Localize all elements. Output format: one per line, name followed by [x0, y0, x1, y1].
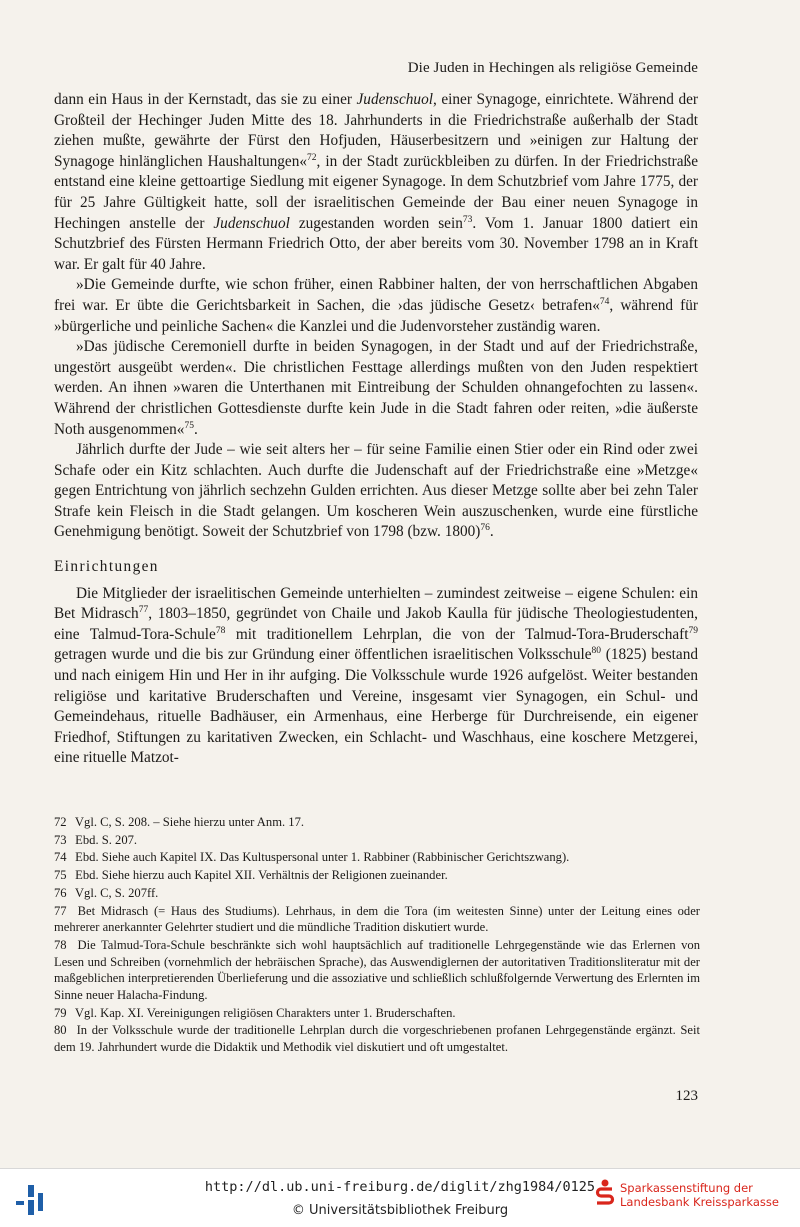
footnote [54, 867, 700, 884]
text-run: . Vom 1. Januar 1800 datiert ein Schutzbrief des Fürsten Hermann Friedrich Otto, der aber bereits vom 30. November 1798 an in Kraft war. Er galt für 40 Jahre. [54, 214, 699, 273]
footnote-ref: 73 [462, 214, 473, 225]
footnote-text: Ebd. Siehe auch Kapitel IX. Das Kultuspersonal unter 1. Rabbiner (Rabbinischer Gerichtszwang). [75, 850, 570, 865]
footnote-text: Vgl. Kap. XI. Vereinigungen religiösen Charakters unter 1. Bruderschaften. [74, 1005, 456, 1020]
footnote-ref: 75 [184, 420, 194, 431]
viewer-footer [0, 1168, 800, 1227]
text-run: zugestanden worden sein [289, 214, 463, 232]
footnote-text: Bet Midrasch (= Haus des Studiums). Lehrhaus, in dem die Tora (im weitesten Sinne) unter der Leitung eines oder mehrerer anerkannter Gelehrter studiert und die mündliche Tradition diskutiert wurde. [54, 903, 701, 935]
text-run: Jährlich durfte der Jude – wie seit alters her – für seine Familie einen Stier oder ein Rind oder zwei Schafe oder ein Kitz schlachten. Auch durfte die Judenschaft auf der Friedrichstraße eine »Metzge« gegen Entrichtung von jährlich sechzehn Gulden errichten. Aus dieser Metzge sollte aber bei zehn Taler Strafe kein Fleisch in die Stadt gelangen. Um koscheren Wein auszuschenken, wurde eine fürstliche Genehmigung benötigt. Soweit der Schutzbrief von 1798 (bzw. 1800) [54, 441, 698, 541]
text-run: , einer Synagoge, einrichtete. Während der Großteil der Hechinger Juden Mitte des 18. Jahrhunderts in die Friedrichstraße außerhalb der Stadt ziehen mußte, gewährte der Fürst den Hofjuden, Häuserbesitzern und »einigen zur Haltung der Synagoge hinlänglichen Haushaltungen« [54, 91, 698, 170]
footnote-number: 73 [54, 832, 67, 847]
footnote-ref: 78 [215, 625, 226, 636]
italic-term: Judenschuol [356, 91, 433, 108]
text-run: . [193, 420, 198, 438]
footnote [54, 903, 700, 936]
footer-copyright: © Universitätsbibliothek Freiburg [291, 1203, 509, 1218]
italic-term: Judenschuol [213, 214, 290, 232]
text-run: , während für »bürgerliche und peinliche Sachen« die Kanzlei und die Judenvorsteher zuständig waren. [54, 296, 698, 335]
footnote-number: 72 [54, 815, 67, 829]
text-run: , 1803–1850, gegründet von Chaile und Jakob Kaulla für jüdische Theologiestudenten, eine Talmud-Tora-Schule [54, 605, 698, 643]
footnote-text: Die Talmud-Tora-Schule beschränkte sich wohl hauptsächlich auf traditionelle Lehrgegenstände wie das Erlernen von Lesen und Schreiben (vornehmlich der hebräischen Sprache), das Auswendiglernen der autoritativen Traditionsliteratur mit der maßgeblichen interpretierenden Überlieferung und die assoziative und schließlich schlußfolgernde Verwertung des Erlernten im Sinne neuer Halacha-Findung. [54, 937, 700, 1003]
text-run: »Die Gemeinde durfte, wie schon früher, einen Rabbiner halten, der von herrschaftlichen Abgaben frei war. Er übte die Gerichtsbarkeit in Sachen, die ›das jüdische Gesetz‹ betrafen« [54, 276, 698, 314]
body-text [54, 90, 698, 769]
paragraph [54, 337, 698, 440]
paragraph [54, 275, 698, 337]
paragraph-group [54, 90, 698, 543]
text-run: , in der Stadt zurückbleiben zu dürfen. In der Friedrichstraße entstand eine kleine gettoartige Siedlung mit eigener Synagoge. In dem Schutzbrief vom Jahre 1775, der für 25 Jahre Gültigkeit hatte, soll der israelitischen Gemeinde der Bau einer neuen Synagoge in Hechingen anstelle der [54, 152, 698, 232]
footnote-ref: 76 [480, 523, 490, 534]
footnote-ref: 72 [307, 152, 317, 163]
paragraph [54, 440, 698, 543]
paragraph [54, 90, 698, 275]
text-run: »Das jüdische Ceremoniell durfte in beiden Synagogen, in der Stadt und auf der Friedrichstraße, ungestört ausgeübt werden«. Die christlichen Festtage allerdings mußten von den Juden respektiert werden. An ihnen »waren die Unterthanen mit Eintreibung der Schulden ohnangefochten zu lassen«. Während der christlichen Gottesdienste durfte kein Jude in die Stadt fahren oder reiten, »die äußerste Noth ausgenommen« [54, 338, 698, 438]
text-run: mit traditionellem Lehrplan, die von der Talmud-Tora-Bruderschaft [225, 625, 689, 643]
sponsor-text [620, 1181, 800, 1209]
sparkasse-s-icon [594, 1179, 616, 1209]
page-number: 123 [675, 1088, 698, 1104]
text-run: getragen wurde und die bis zur Gründung einer öffentlichen israelitischen Volksschule [54, 646, 592, 664]
footnote-text: Vgl. C, S. 207ff. [74, 885, 159, 900]
footnote-text: Ebd. S. 207. [75, 832, 138, 847]
footnote-ref: 79 [688, 625, 698, 636]
footnote [54, 1005, 700, 1022]
footnotes [54, 814, 700, 1057]
text-run: dann ein Haus in der Kernstadt, das sie zu einer [54, 91, 357, 108]
sponsor-line-1: Sparkassenstiftung der [620, 1181, 753, 1195]
footnote-number: 74 [54, 850, 67, 865]
footnote-number: 78 [54, 937, 67, 952]
footnote-number: 80 [54, 1023, 67, 1038]
sponsor-block[interactable] [592, 1177, 800, 1221]
running-head: Die Juden in Hechingen als religiöse Gemeinde [407, 60, 698, 76]
section-heading: Einrichtungen [54, 558, 159, 576]
footnote [54, 814, 700, 831]
section-paragraph-group [54, 584, 698, 769]
footnote [54, 1022, 700, 1055]
footnote-number: 79 [54, 1005, 67, 1020]
text-run: (1825) bestand und nach einigem Hin und Her in ihr aufging. Die Volksschule wurde 1926 aufgelöst. Weiter bestanden religiöse und karitative Bruderschaften und Vereine, insgesamt vier Synagogen, ein Schul- und Gemeindehaus, rituelle Badhäuser, ein Armenhaus, eine Herberge für Durchreisende, ein eigener Friedhof, Stiftungen zu karitativen Zwecken, ein Schlacht- und Waschhaus, eine koschere Metzgerei, eine rituelle Matzot- [54, 646, 698, 767]
paragraph [54, 584, 698, 769]
footnote-number: 76 [54, 885, 67, 900]
footnote-text: Ebd. Siehe hierzu auch Kapitel XII. Verhältnis der Religionen zueinander. [75, 868, 448, 883]
footnote-number: 77 [54, 903, 67, 918]
footnote-ref: 77 [138, 605, 149, 616]
footnote [54, 849, 700, 866]
footnote-ref: 74 [599, 296, 610, 307]
footnote-ref: 80 [591, 646, 602, 657]
text-run: Die Mitglieder der israelitischen Gemeinde unterhielten – zumindest zeitweise – eigene Schulen: ein Bet Midrasch [54, 584, 698, 623]
text-run: . [489, 523, 494, 541]
footnote-number: 75 [54, 868, 67, 883]
footnote [54, 832, 700, 849]
footer-url[interactable]: http://dl.ub.uni-freiburg.de/diglit/zhg1984/0125 [204, 1179, 596, 1195]
footnote [54, 885, 700, 902]
sponsor-line-2: Landesbank Kreissparkasse [620, 1195, 779, 1209]
footnote-text: In der Volksschule wurde der traditionelle Lehrplan durch die vorgeschriebenen profanen Lehrgegenstände ergänzt. Seit dem 19. Jahrhundert wurde die Didaktik und Methodik viel diskutiert und oft umgestaltet. [54, 1023, 700, 1055]
footnote-text: Vgl. C, S. 208. – Siehe hierzu unter Anm. 17. [74, 815, 305, 829]
footnote [54, 937, 700, 1004]
